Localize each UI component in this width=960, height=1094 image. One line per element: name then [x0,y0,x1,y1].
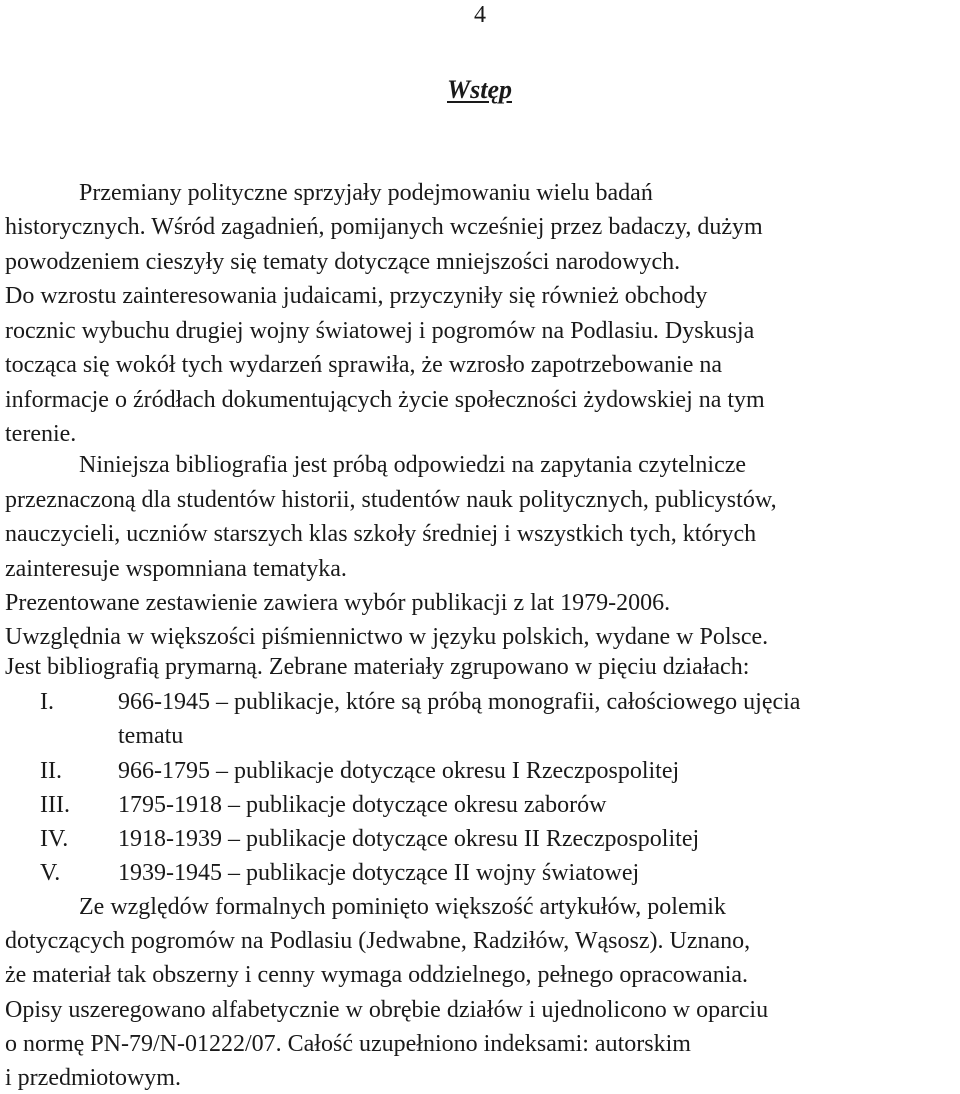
paragraph-line: Prezentowane zestawienie zawiera wybór publikacji z lat 1979-2006. [5,590,671,616]
paragraph-line: terenie. [5,421,77,447]
list-item-text-continued: tematu [118,723,184,749]
paragraph-line: tocząca się wokół tych wydarzeń sprawiła, że wzrosło zapotrzebowanie na [5,352,723,378]
paragraph-line: dotyczących pogromów na Podlasiu (Jedwabne, Radziłów, Wąsosz). Uznano, [5,928,751,954]
paragraph-line: zainteresuje wspomniana tematyka. [5,556,347,582]
paragraph-line: historycznych. Wśród zagadnień, pomijanych wcześniej przez badaczy, dużym [5,214,763,240]
list-item-text: 966-1945 – publikacje, które są próbą monografii, całościowego ujęcia [118,689,801,715]
paragraph-line: Do wzrostu zainteresowania judaicami, przyczyniły się również obchody [5,283,708,309]
paragraph-line: i przedmiotowym. [5,1065,181,1091]
list-item-text: 1939-1945 – publikacje dotyczące II wojny światowej [118,860,640,886]
paragraph-line: Uwzględnia w większości piśmiennictwo w języku polskich, wydane w Polsce. [5,624,769,650]
paragraph-line: Ze względów formalnych pominięto większość artykułów, polemik [79,894,726,920]
page-title: Wstęp [447,75,512,104]
paragraph-line: Przemiany polityczne sprzyjały podejmowaniu wielu badań [79,180,653,206]
list-item-number: III. [40,792,70,818]
list-item-text: 1918-1939 – publikacje dotyczące okresu II Rzeczpospolitej [118,826,700,852]
paragraph-line: Opisy uszeregowano alfabetycznie w obrębie działów i ujednolicono w oparciu [5,997,769,1023]
list-item-number: IV. [40,826,69,852]
list-item-number: II. [40,758,62,784]
paragraph-line: że materiał tak obszerny i cenny wymaga oddzielnego, pełnego opracowania. [5,962,749,988]
paragraph-line: rocznic wybuchu drugiej wojny światowej i pogromów na Podlasiu. Dyskusja [5,318,755,344]
list-item-number: I. [40,689,54,715]
list-item-text: 966-1795 – publikacje dotyczące okresu I Rzeczpospolitej [118,758,680,784]
list-item-text: 1795-1918 – publikacje dotyczące okresu zaborów [118,792,607,818]
paragraph-line: przeznaczoną dla studentów historii, studentów nauk politycznych, publicystów, [5,487,777,513]
paragraph-line: powodzeniem cieszyły się tematy dotyczące mniejszości narodowych. [5,249,681,275]
paragraph-line: informacje o źródłach dokumentujących życie społeczności żydowskiej na tym [5,387,765,413]
paragraph-line: o normę PN-79/N-01222/07. Całość uzupełniono indeksami: autorskim [5,1031,691,1057]
list-item-number: V. [40,860,61,886]
paragraph-line: nauczycieli, uczniów starszych klas szkoły średniej i wszystkich tych, których [5,521,757,547]
paragraph-line: Niniejsza bibliografia jest próbą odpowiedzi na zapytania czytelnicze [79,452,747,478]
page-number: 4 [474,2,486,28]
paragraph-line: Jest bibliografią prymarną. Zebrane materiały zgrupowano w pięciu działach: [5,654,750,680]
